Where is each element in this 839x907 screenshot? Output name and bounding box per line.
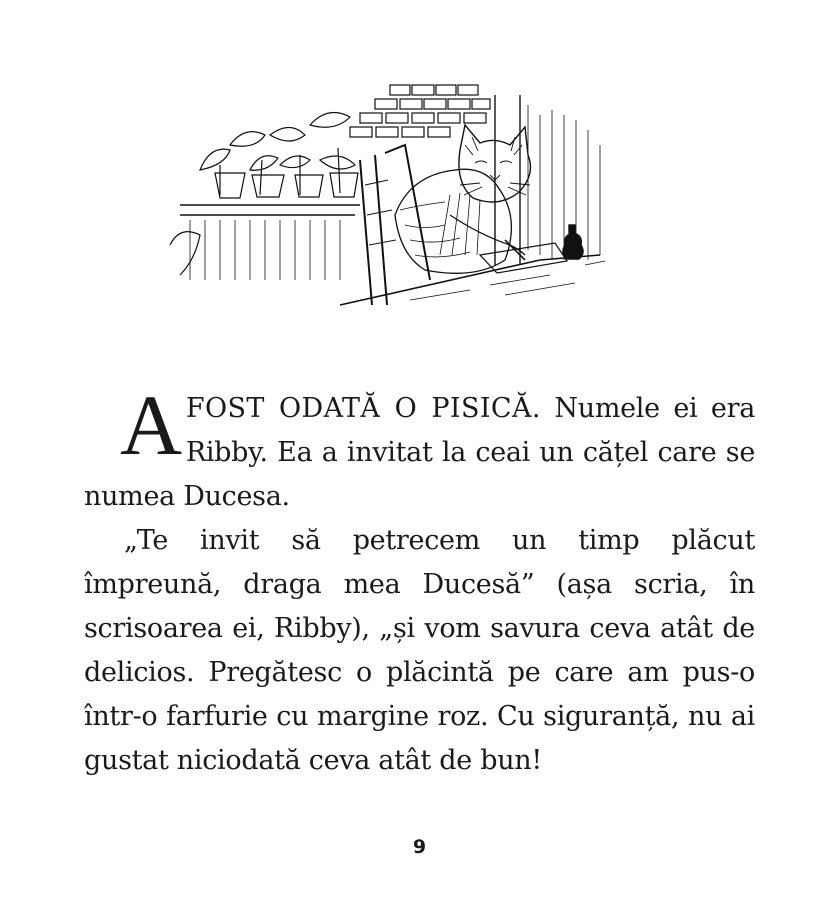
drop-cap: A: [120, 377, 182, 473]
paragraph-1: [84, 377, 755, 519]
cat-writing-letter-illustration: [160, 75, 610, 315]
opening-small-caps: FOST ODATĂ O PISICĂ.: [185, 393, 541, 424]
paragraph-2: „Te invit să petrecem un timp plăcut împreună, draga mea Ducesă” (așa scria, în scrisoarea ei, Ribby), „și vom savura ceva atât de delicios. Pregătesc o plăcintă pe care am pus-o într-o farfurie cu margine roz. Cu siguranță, nu ai gustat niciodată ceva atât de bun!: [84, 525, 755, 776]
page-number: 9: [412, 836, 427, 858]
story-text: [84, 377, 755, 783]
paragraph-1-text: Numele ei era Ribby. Ea a invitat la ceai un cățel care se numea Ducesa.: [84, 393, 755, 512]
